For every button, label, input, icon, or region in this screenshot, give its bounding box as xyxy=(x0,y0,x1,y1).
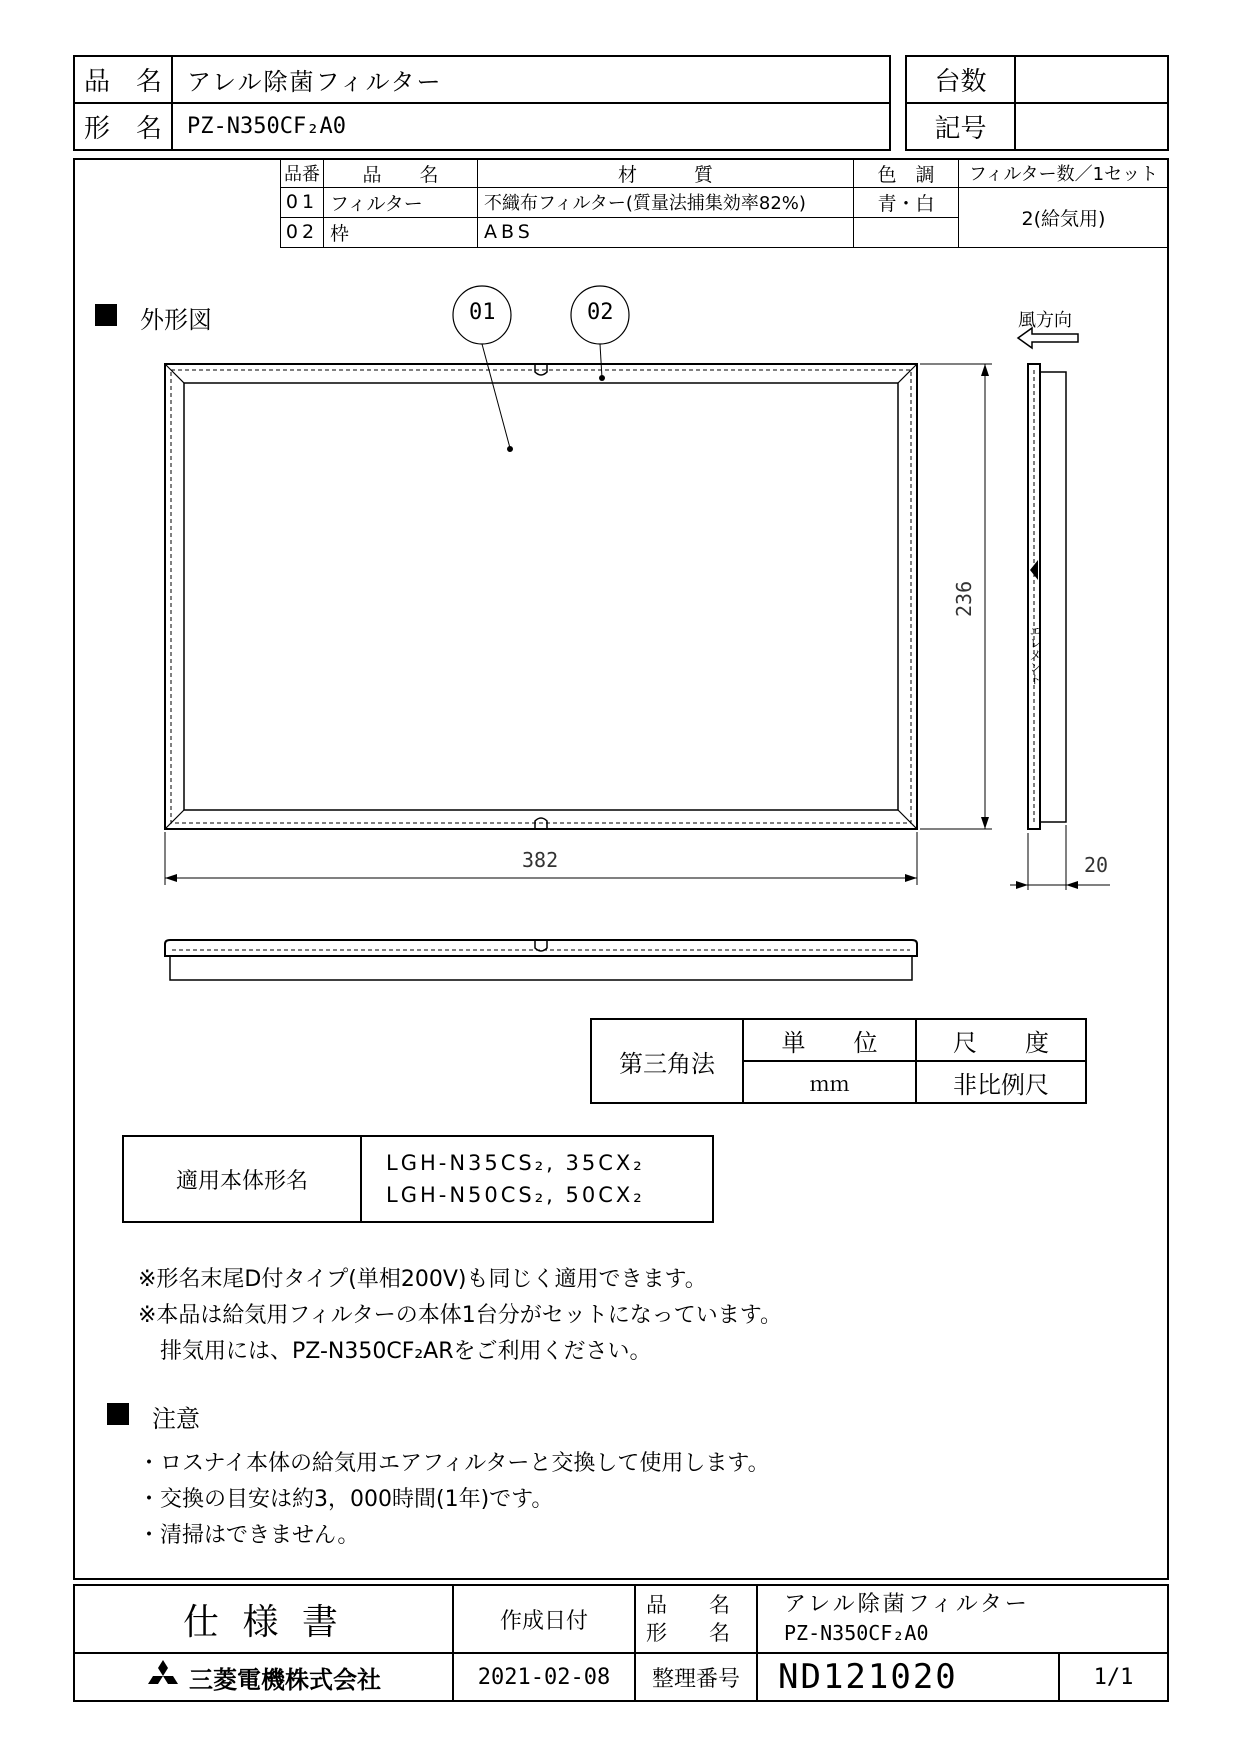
col-material: 材 質 xyxy=(478,159,854,188)
callout-02-label: 02 xyxy=(587,300,614,325)
katamei-label: 形 名 xyxy=(74,103,172,150)
unit-value: ｍｍ xyxy=(743,1061,916,1103)
seiri-label: 整理番号 xyxy=(635,1653,757,1701)
unit-label: 単 位 xyxy=(743,1019,916,1061)
company-name: 三菱電機株式会社 xyxy=(189,1665,382,1694)
compat-model-1: LGH-N35CS₂, 35CX₂ xyxy=(386,1151,645,1175)
footer-product-name: アレル除菌フィルター xyxy=(784,1592,1030,1617)
footer-hinmei-label: 品 名 xyxy=(646,1593,730,1617)
scale-label: 尺 度 xyxy=(916,1019,1086,1061)
row1-name: フィルター xyxy=(324,188,478,217)
scale-value: 非比例尺 xyxy=(916,1061,1086,1103)
row1-material: 不織布フィルター(質量法捕集効率82%) xyxy=(478,188,854,217)
row2-material: ABS xyxy=(478,217,854,247)
title-block xyxy=(73,1584,1169,1702)
remark-3: 排気用には、PZ-N350CF₂ARをご利用ください。 xyxy=(138,1339,652,1364)
caution-title: 注意 xyxy=(152,1405,200,1433)
dim-height: 236 xyxy=(952,580,976,617)
row1-no: 01 xyxy=(281,188,324,217)
col-color: 色 調 xyxy=(854,159,959,188)
compat-table xyxy=(122,1135,714,1223)
doc-number: ND121020 xyxy=(757,1653,1059,1701)
col-hinban: 品番 xyxy=(281,159,324,188)
frame-outer xyxy=(165,364,917,829)
wind-direction-label: 風方向 xyxy=(1018,310,1072,331)
compat-model-2: LGH-N50CS₂, 50CX₂ xyxy=(386,1183,645,1207)
projection-method: 第三角法 xyxy=(591,1019,743,1103)
compat-label: 適用本体形名 xyxy=(123,1136,361,1222)
hinmei-label: 品 名 xyxy=(74,56,172,103)
remark-1: ※形名末尾D付タイプ(単相200V)も同じく適用できます。 xyxy=(138,1267,707,1292)
callout-01-label: 01 xyxy=(469,300,496,325)
dim-depth: 20 xyxy=(1084,853,1109,877)
remark-2: ※本品は給気用フィルターの本体1台分がセットになっています。 xyxy=(138,1303,783,1328)
hinmei-value: アレル除菌フィルター xyxy=(172,56,890,103)
filter-count: 2(給気用) xyxy=(959,188,1169,248)
dim-width: 382 xyxy=(522,848,559,872)
caution-bullet-icon xyxy=(107,1403,129,1425)
projection-table xyxy=(590,1018,1087,1104)
bottom-view-frame xyxy=(165,940,917,956)
katamei-value: PZ-N350CF₂A0 xyxy=(172,103,890,150)
caution-item-1: ・ロスナイ本体の給気用エアフィルターと交換して使用します。 xyxy=(138,1451,770,1476)
created-date: 2021-02-08 xyxy=(453,1653,635,1701)
row2-no: 02 xyxy=(281,217,324,247)
mitsubishi-logo-icon xyxy=(146,1660,180,1694)
element-label: エレメント xyxy=(1028,625,1042,685)
footer-model: PZ-N350CF₂A0 xyxy=(784,1621,929,1645)
page-number: 1/1 xyxy=(1059,1653,1168,1701)
kigou-label: 記号 xyxy=(906,103,1015,150)
col-hinmei: 品 名 xyxy=(324,159,478,188)
row2-name: 枠 xyxy=(324,217,478,247)
section-title: 外形図 xyxy=(140,306,212,334)
bottom-view-filter xyxy=(170,956,912,980)
row1-color: 青・白 xyxy=(854,188,959,217)
footer-katamei-label: 形 名 xyxy=(646,1621,730,1645)
col-filter-count: フィルター数／1セット xyxy=(959,159,1169,188)
filter-opening xyxy=(184,383,898,810)
created-label: 作成日付 xyxy=(453,1585,635,1653)
doc-type: 仕 様 書 xyxy=(74,1585,453,1653)
caution-item-2: ・交換の目安は約3，000時間(1年)です。 xyxy=(138,1487,554,1512)
side-view-filter xyxy=(1040,372,1066,822)
caution-item-3: ・清掃はできません。 xyxy=(138,1523,360,1548)
daisu-label: 台数 xyxy=(906,56,1015,103)
